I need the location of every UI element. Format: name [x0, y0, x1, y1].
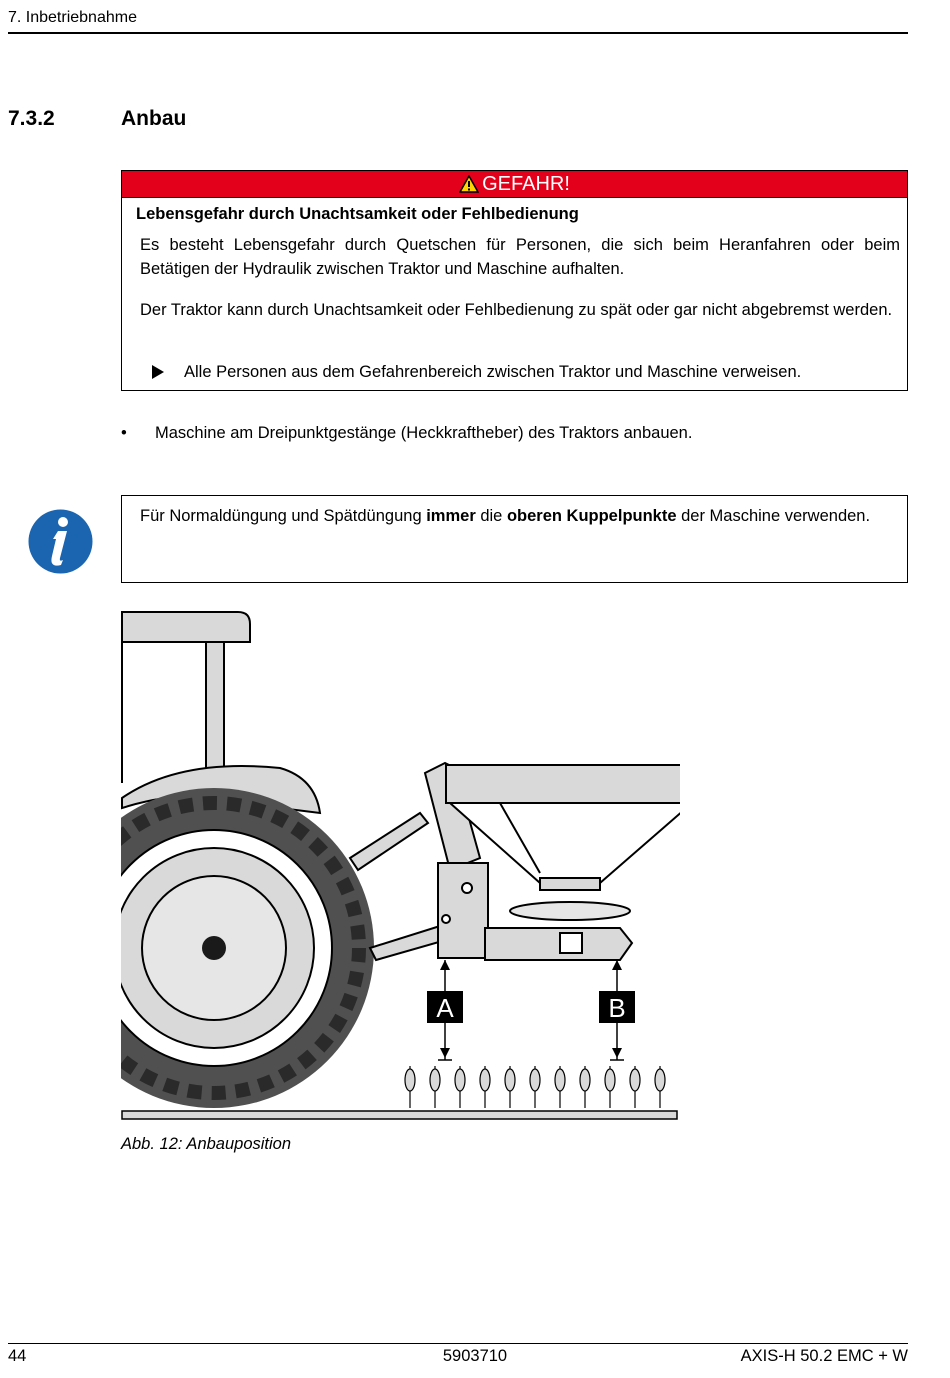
- doc-number: 5903710: [442, 1347, 508, 1365]
- info-text: Für Normaldüngung und Spätdüngung immer die oberen Kuppelpunkte der Maschine verwenden.: [140, 507, 871, 525]
- page-number: 44: [8, 1347, 27, 1365]
- crop-plants: [405, 1066, 665, 1108]
- instruction-bullet: [121, 424, 692, 443]
- arrow-right-icon: [152, 365, 164, 379]
- info-icon: [27, 508, 94, 575]
- danger-subtitle: Lebensgefahr durch Unachtsamkeit oder Fehlbedienung: [136, 205, 579, 223]
- bullet-symbol: •: [121, 424, 127, 442]
- label-b: B: [608, 993, 626, 1023]
- section-title: Anbau: [121, 107, 187, 130]
- figure-caption: Abb. 12: Anbauposition: [121, 1135, 292, 1153]
- warning-triangle-icon: [459, 175, 479, 193]
- danger-label: GEFAHR!: [482, 173, 570, 195]
- chapter-header: 7. Inbetriebnahme: [8, 9, 137, 26]
- info-emphasis-kuppelpunkte: oberen Kuppelpunkte: [506, 507, 677, 525]
- bullet-text: Maschine am Dreipunktgestänge (Heckkraftheber) des Traktors anbauen.: [155, 424, 693, 442]
- danger-action-step: [152, 363, 801, 382]
- danger-notice: [121, 170, 908, 391]
- ground-line: [122, 1111, 677, 1119]
- danger-paragraph-2: Der Traktor kann durch Unachtsamkeit oder Fehlbedienung zu spät oder gar nicht abgebremst werden.: [140, 301, 893, 319]
- footer-divider: [8, 1343, 908, 1344]
- label-a: A: [436, 993, 454, 1023]
- model-name: AXIS-H 50.2 EMC + W: [740, 1347, 908, 1365]
- danger-header: [122, 171, 907, 198]
- danger-paragraph-1: Es besteht Lebensgefahr durch Quetschen für Personen, die sich beim Heranfahren oder beim Betätigen der Hydraulik zwischen Traktor und Maschine aufhalten.: [140, 236, 900, 278]
- spreader-base: [485, 902, 632, 960]
- tractor-rear-wheel: [120, 788, 374, 1108]
- mounting-figure: [120, 608, 680, 1128]
- info-emphasis-immer: immer: [426, 507, 476, 525]
- header-divider: [8, 32, 908, 34]
- info-notice: [121, 495, 908, 583]
- danger-action-text: Alle Personen aus dem Gefahrenbereich zwischen Traktor und Maschine verweisen.: [184, 363, 802, 381]
- section-number: 7.3.2: [8, 107, 55, 130]
